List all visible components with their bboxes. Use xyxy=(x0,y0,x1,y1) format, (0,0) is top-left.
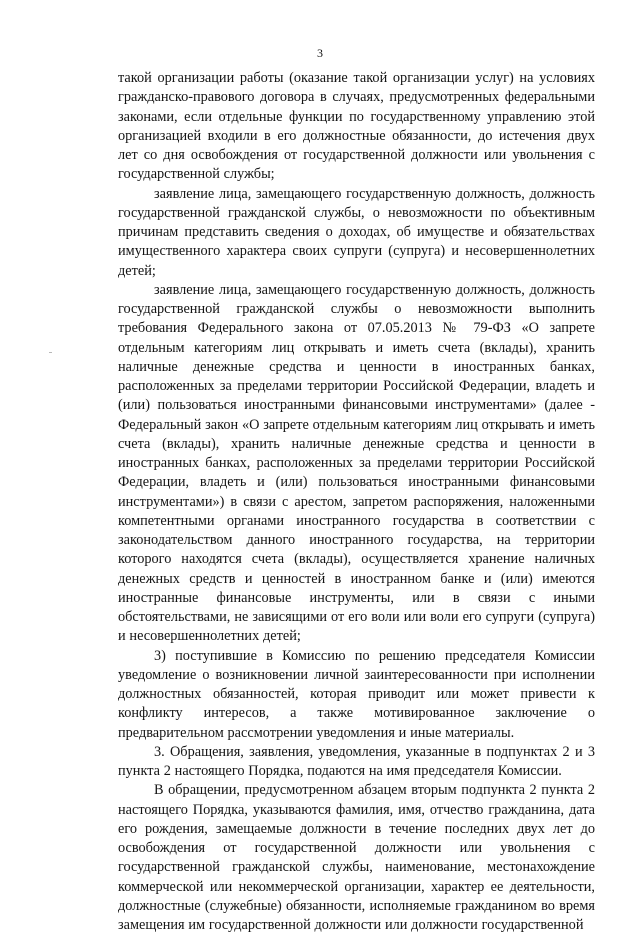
margin-mark xyxy=(49,352,52,353)
paragraph-statement-foreign-accounts: заявление лица, замещающего государственную должность, должность государственной гражданской службы о невозможности выполнить требования Федерального закона от 07.05.2013 № 79-ФЗ «О запрете отдельным категориям лиц открывать и иметь счета (вклады), хранить наличные денежные средства и ценности в иностранных банках, расположенных за пределами территории Российской Федерации, владеть и (или) пользоваться иностранными финансовыми инструментами» (далее - Федеральный закон «О запрете отдельным категориям лиц открывать и иметь счета (вклады), хранить наличные денежные средства и ценности в иностранных банках, расположенных за пределами территории Российской Федерации, владеть и (или) пользоваться иностранными финансовыми инструментами») в связи с арестом, запретом распоряжения, наложенными компетентными органами иностранного государства в соответствии с законодательством данного иностранного государства, на территории которого находятся счета (вклады), осуществляется хранение наличных денежных средств и ценностей в иностранном банке и (или) имеются иностранные финансовые инструменты, или в связи с иными обстоятельствами, не зависящими от его воли или воли его супруги (супруга) и несовершеннолетних детей; xyxy=(118,281,595,645)
paragraph-statement-income: заявление лица, замещающего государственную должность, должность государственной гражданской службы, о невозможности по объективным причинам представить сведения о доходах, об имуществе и обязательствах имущественного характера своих супруги (супруга) и несовершеннолетних детей; xyxy=(118,185,595,279)
paragraph-appeal-details: В обращении, предусмотренном абзацем вторым подпункта 2 пункта 2 настоящего Порядка, указываются фамилия, имя, отчество гражданина, дата его рождения, замещаемые должности в течение последних двух лет до освобождения от государственной должности или увольнения с государственной гражданской службы, наименование, местонахождение коммерческой или некоммерческой организации, характер ее деятельности, должностные (служебные) обязанности, исполняемые гражданином во время замещения им государственной должности или должности государственной xyxy=(118,782,595,933)
document-body xyxy=(118,69,595,935)
paragraph-continuation: такой организации работы (оказание такой организации услуг) на условиях гражданско-правового договора в случаях, предусмотренных федеральными законами, если отдельные функции по государственному управлению этой организацией входили в его должностные обязанности, до истечения двух лет со дня освобождения от государственной должности или увольнения с государственной службы; xyxy=(118,70,595,183)
paragraph-section-3: 3. Обращения, заявления, уведомления, указанные в подпунктах 2 и 3 пункта 2 настоящего Порядка, подаются на имя председателя Комиссии. xyxy=(118,743,595,779)
page-number: 3 xyxy=(317,46,323,60)
paragraph-item-3: 3) поступившие в Комиссию по решению председателя Комиссии уведомление о возникновении личной заинтересованности при исполнении должностных обязанностей, которая приводит или может привести к конфликту интересов, а также мотивированное заключение о предварительном рассмотрении уведомления и иные материалы. xyxy=(118,647,595,741)
